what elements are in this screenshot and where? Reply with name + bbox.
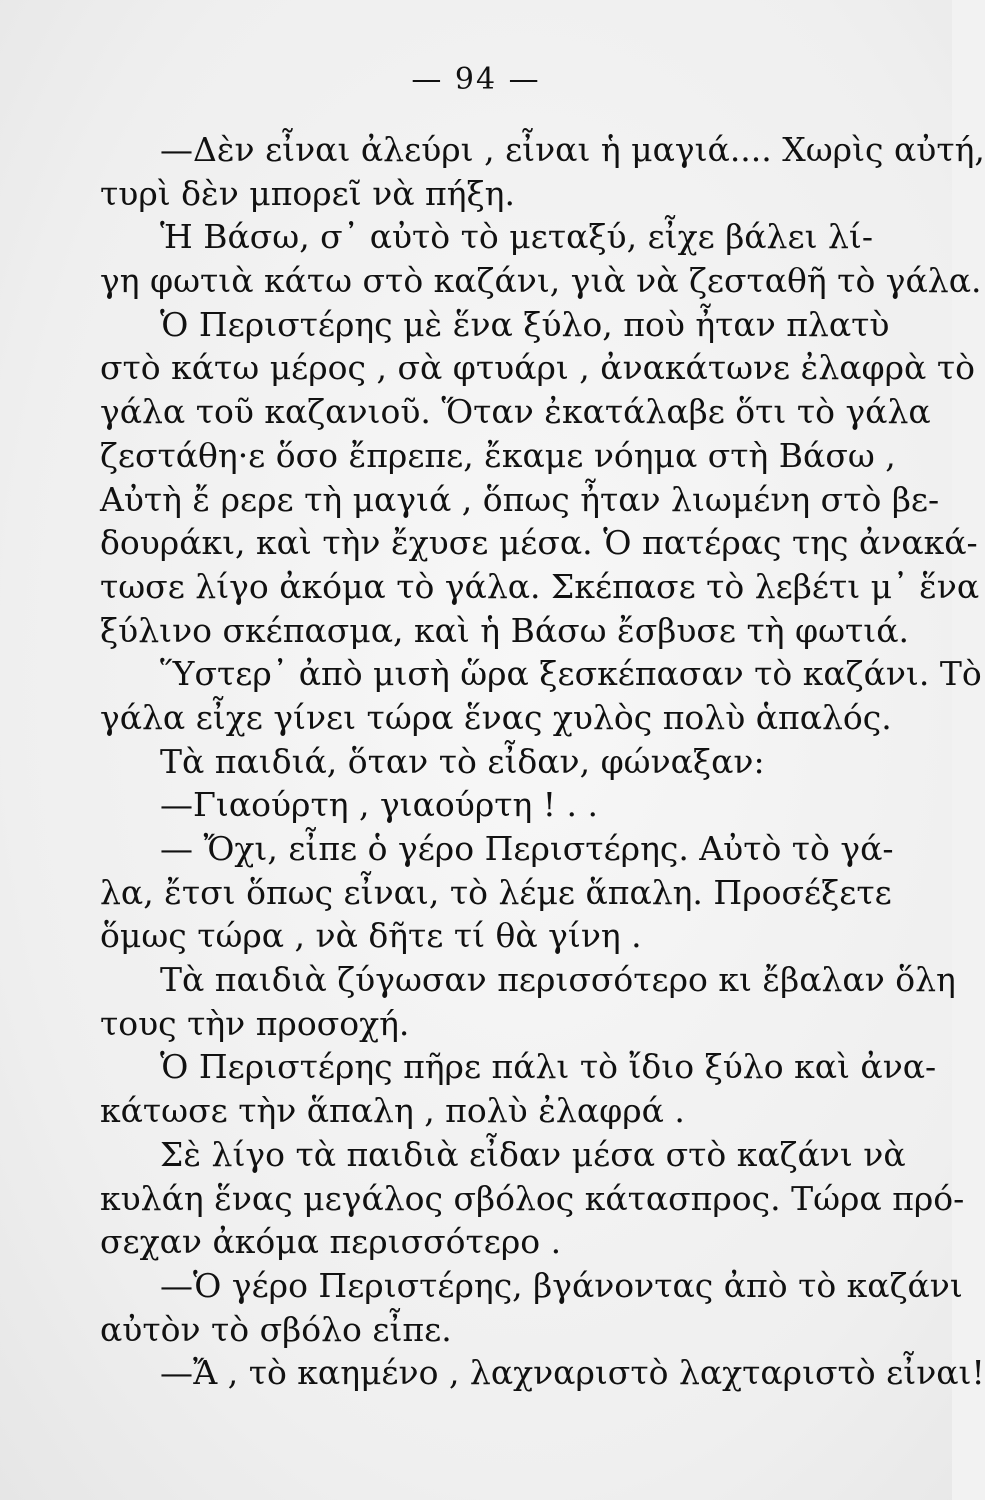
text-line: ὅμως τώρα , νὰ δῆτε τί θὰ γίνη .	[100, 916, 642, 956]
text-line: γη φωτιὰ κάτω στὸ καζάνι, γιὰ νὰ ζεσταθῆ τὸ γάλα.	[100, 261, 982, 301]
text-line: γάλα τοῦ καζανιοῦ. Ὅταν ἐκατάλαβε ὅτι τὸ γάλα	[100, 392, 931, 432]
text-line: δουράκι, καὶ τὴν ἔχυσε μέσα. Ὁ πατέρας της ἀνακά-	[100, 523, 978, 563]
text-line: κυλάη ἕνας μεγάλος σβόλος κάτασπρος. Τώρα πρό-	[100, 1178, 965, 1218]
text-line: Σὲ λίγο τὰ παιδιὰ εἶδαν μέσα στὸ καζάνι νὰ	[160, 1134, 906, 1174]
text-line: αὐτὸν τὸ σβόλο εἶπε.	[100, 1309, 452, 1349]
text-line: Ὕστερ᾿ ἀπὸ μισὴ ὥρα ξεσκέπασαν τὸ καζάνι. Τὸ	[160, 654, 982, 694]
text-line: Αὐτὴ ἔ ρερε τὴ μαγιά , ὅπως ἦταν λιωμένη στὸ βε-	[100, 479, 940, 519]
text-line: τυρὶ δὲν μπορεῖ νὰ πήξη.	[100, 173, 515, 213]
text-line: τωσε λίγο ἀκόμα τὸ γάλα. Σκέπασε τὸ λεβέτι μ᾿ ἕνα	[100, 566, 980, 606]
text-line: —Ἄ , τὸ καημένο , λαχναριστὸ λαχταριστὸ εἶναι!	[160, 1353, 985, 1393]
text-line: Ὁ Περιστέρης πῆρε πάλι τὸ ἴδιο ξύλο καὶ ἀνα-	[160, 1047, 937, 1087]
text-line: Τὰ παιδιὰ ζύγωσαν περισσότερο κι ἔβαλαν ὅλη	[160, 960, 956, 1000]
body-text	[100, 128, 985, 1395]
text-line: Ὁ Περιστέρης μὲ ἕνα ξύλο, ποὺ ἦταν πλατὺ	[160, 304, 890, 344]
text-line: — Ὄχι, εἶπε ὁ γέρο Περιστέρης. Αὐτὸ τὸ γά-	[160, 829, 894, 868]
text-line: —Ὁ γέρο Περιστέρης, βγάνοντας ἀπὸ τὸ καζάνι	[160, 1265, 963, 1305]
text-line: ζεστάθη·ε ὅσο ἔπρεπε, ἔκαμε νόημα στὴ Βάσω ,	[100, 435, 896, 475]
text-line: —Γιαούρτη , γιαούρτη ! . .	[160, 785, 598, 825]
text-line: λα, ἔτσι ὅπως εἶναι, τὸ λέμε ἅπαλη. Προσέξετε	[100, 872, 892, 912]
text-line: στὸ κάτω μέρος , σὰ φτυάρι , ἀνακάτωνε ἐλαφρὰ τὸ	[100, 348, 975, 388]
text-line: ξύλινο σκέπασμα, καὶ ἡ Βάσω ἔσβυσε τὴ φωτιά.	[100, 610, 910, 650]
text-line: —Δὲν εἶναι ἀλεύρι , εἶναι ἡ μαγιά.... Χωρὶς αὐτή,	[160, 130, 985, 169]
text-line: Τὰ παιδιά, ὅταν τὸ εἶδαν, φώναξαν:	[160, 741, 765, 781]
text-line: σεχαν ἀκόμα περισσότερο .	[100, 1222, 562, 1262]
text-line: γάλα εἶχε γίνει τώρα ἕνας χυλὸς πολὺ ἁπαλός.	[100, 697, 892, 737]
text-line: κάτωσε τὴν ἅπαλη , πολὺ ἐλαφρά .	[100, 1091, 685, 1131]
page-number: — 94 —	[411, 62, 541, 97]
text-line: τους τὴν προσοχή.	[100, 1003, 410, 1043]
text-line: Ἡ Βάσω, σ᾿ αὐτὸ τὸ μεταξύ, εἶχε βάλει λί-	[160, 217, 873, 257]
